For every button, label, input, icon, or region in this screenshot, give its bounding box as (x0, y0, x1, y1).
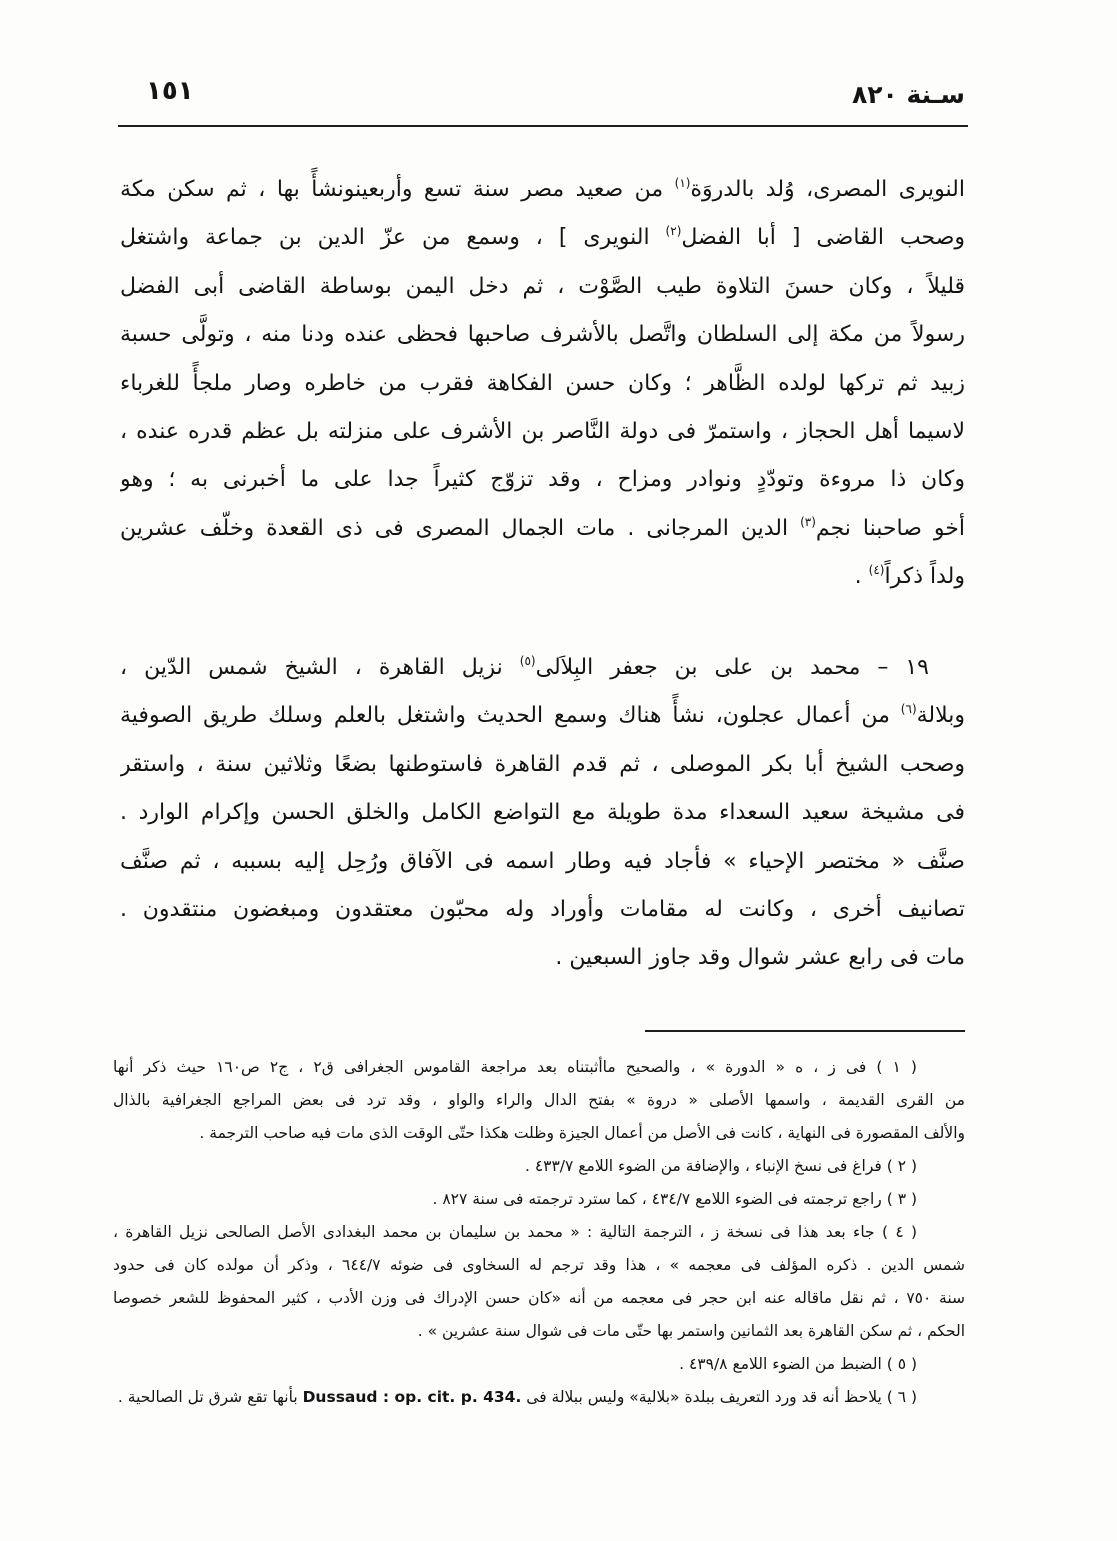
footnote-text: ( ٦ ) يلاحظ أنه قد ورد التعريف ببلدة «بلالية» وليس ببلالة فى (521, 1388, 917, 1406)
body-line (120, 644, 965, 692)
footnote-line: ( ٥ ) الضبط من الضوء اللامع ٤٣٩/٨ . (679, 1355, 917, 1373)
footnote-line: والألف المقصورة فى النهاية ، كانت فى الأصل من أعمال الجيزة وظلت هكذا حتّى الوقت الذى مات فيه صاحب الترجمة . (199, 1124, 965, 1142)
footnote-reference: (٥) (519, 654, 536, 668)
page-number: ١٥١ (146, 76, 194, 106)
line-text: نزيل القاهرة ، الشيخ شمس الدّين ، (120, 655, 520, 680)
footnote-reference: (٦) (900, 702, 917, 717)
footnotes (113, 1051, 965, 1414)
body-line: تصانيف أخرى ، وكانت له مقامات وأوراد وله محبّون معتقدون ومبغضون منتقدون . (120, 896, 965, 922)
body-line: لاسيما أهل الحجاز ، واستمرّ فى دولة النَّاصر بن الأشرف على منزلته بل عظم قدره عنده ، (120, 418, 965, 444)
line-text: . (854, 564, 869, 590)
body-line: رسولاً من مكة إلى السلطان واتَّصل بالأشرف صاحبها فحظى عنده ودنا منه ، وتولَّى حسبة (120, 322, 965, 348)
footnote-line: شمس الدين . ذكره المؤلف فى معجمه » ، هذا وقد ترجم له السخاوى فى ضوئه ٦٤٤/٧ ، وذكر أن مولده كان فى حدود (113, 1256, 965, 1274)
bibliographic-reference: Dussaud : op. cit. p. 434. (302, 1388, 522, 1406)
body-line: صنَّف « مختصر الإحياء » فأجاد فيه وطار اسمه فى الآفاق ورُحِل إليه بسببه ، ثم صنَّف (120, 848, 965, 874)
line-text: أخو صاحبنا نجم (815, 515, 965, 541)
line-text: من أعمال عجلون، نشأً هناك وسمع الحديث واشتغل بالعلم وسلك طريق الصوفية (120, 703, 901, 729)
body-line (120, 166, 965, 214)
body-line (120, 692, 965, 740)
paragraph (120, 166, 965, 602)
footnote-reference: (١) (674, 176, 691, 190)
footnote-line: الحكم ، ثم سكن القاهرة بعد الثمانين واستمر بها حتّى مات فى شوال سنة عشرين » . (417, 1322, 965, 1340)
footnote-line (113, 1381, 965, 1414)
body-line: مات فى رابع عشر شوال وقد جاوز السبعين . (555, 945, 965, 971)
running-head: سـنة ٨٢٠ (852, 80, 965, 109)
footnote-reference: (٣) (800, 514, 816, 529)
line-text: وصحب القاضى [ أبا الفضل (681, 225, 965, 251)
footnote-line: من القرى القديمة ، واسمها الأصلى « دروة » بفتح الدال والراء والواو ، وقد ترد فى بعض المراجع الجغرافية بالذال (113, 1091, 965, 1109)
body-line (120, 214, 965, 262)
line-text: النويرى المصرى، وُلد بالدروَة (690, 177, 965, 202)
footnote-reference: (٢) (665, 224, 682, 239)
body-line (120, 505, 965, 553)
body-line: فى مشيخة سعيد السعداء مدة طويلة مع التواضع الكامل والخلق الحسن وإكرام الوارد . (120, 800, 965, 826)
header-rule (118, 125, 968, 127)
footnote-line: ( ٤ ) جاء بعد هذا فى نسخة ز ، الترجمة التالية : « محمد بن سليمان بن محمد البغدادى الأصل الصالحى نزيل القاهرة ، (113, 1223, 917, 1241)
footnote-separator (645, 1030, 965, 1032)
line-text: الدين المرجانى . مات الجمال المصرى فى ذى القعدة وخلّف عشرين (120, 515, 801, 541)
line-text: النويرى ] ، وسمع من عزّ الدين بن جماعة واشتغل (120, 225, 666, 251)
body-line: وصحب الشيخ أبا بكر الموصلى ، ثم قدم القاهرة فاستوطنها بضعًا وثلاثين سنة ، واستقر (120, 751, 965, 777)
body-line: زبيد ثم تركها لولده الظَّاهر ؛ وكان حسن الفكاهة فقرب من خاطره وصار ملجأً للغرباء (120, 370, 965, 396)
line-text: وبلالة (916, 703, 965, 729)
paragraph (120, 644, 965, 983)
footnote-line: سنة ٧٥٠ ، ثم نقل ماقاله عنه ابن حجر فى معجمه من أنه «كان حسن الإدراك فى وزن الأدب ، كثير المحفوظ للشعر خصوصا (113, 1289, 965, 1307)
line-text: ولداً ذكراً (884, 564, 965, 590)
footnote-text: بأنها تقع شرق تل الصالحية . (117, 1388, 303, 1406)
line-text: من صعيد مصر سنة تسع وأربعينونشأً بها ، ثم سكن مكة (120, 177, 675, 202)
line-text: ١٩ – محمد بن على بن جعفر البِلاَلى (535, 655, 929, 680)
body-line: وكان ذا مروءة وتودّدٍ ونوادر ومزاح ، وقد تزوّج كثيراً جدا على ما أخبرنى به ؛ وهو (120, 467, 965, 493)
footnote-line: ( ٢ ) فراغ فى نسخ الإنباء ، والإضافة من الضوء اللامع ٤٣٣/٧ . (524, 1157, 917, 1175)
footnote-line: ( ٣ ) راجع ترجمته فى الضوء اللامع ٤٣٤/٧ ، كما سترد ترجمته فى سنة ٨٢٧ . (432, 1190, 917, 1208)
footnote-line: ( ١ ) فى ز ، ه « الدورة » ، والصحيح ماأثبتناه بعد مراجعة القاموس الجغرافى ق٢ ، ج٢ ص١٦٠ حيث ذكر أنها (113, 1058, 917, 1076)
body-line: قليلاً ، وكان حسنَ التلاوة طيب الصَّوْت ، ثم دخل اليمن بوساطة القاضى أبى الفضل (120, 273, 965, 299)
footnote-reference: (٤) (868, 563, 885, 578)
body-line (120, 553, 965, 601)
